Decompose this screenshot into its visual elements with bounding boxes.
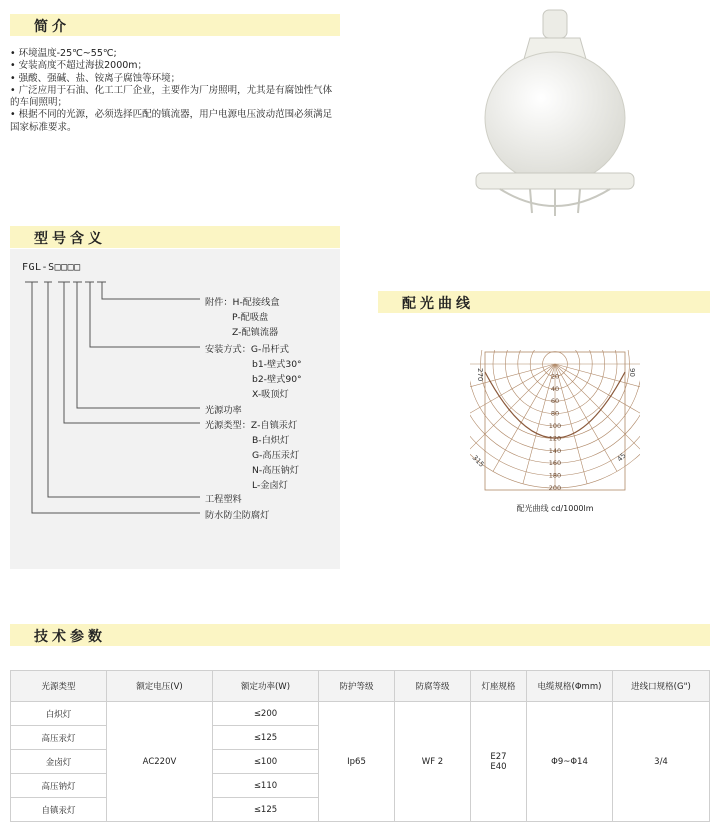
legend-source: 光源类型：Z-自镇汞灯: [205, 420, 298, 431]
col-header: 额定电压(V): [107, 671, 213, 702]
light-type-cell: 高压汞灯: [11, 726, 107, 750]
legend-mount-b2: b2-壁式90°: [252, 374, 302, 385]
legend-accessory: 附件：H-配接线盒: [205, 297, 280, 308]
ring-label: 40: [550, 384, 560, 393]
intro-title: 简介: [34, 19, 70, 35]
light-type-cell: 白炽灯: [11, 702, 107, 726]
ring-label: 20: [550, 372, 560, 381]
legend-plastic: 工程塑料: [205, 494, 242, 505]
polar-spoke: [493, 364, 555, 471]
spec-title: 技术参数: [34, 629, 106, 645]
col-header: 灯座规格: [471, 671, 527, 702]
curve-caption: 配光曲线 cd/1000lm: [516, 504, 594, 513]
light-type-cell: 金卤灯: [11, 750, 107, 774]
power-cell: ≤125: [213, 726, 319, 750]
socket-e40: E40: [490, 761, 507, 772]
inlet-cell: 3/4: [613, 702, 710, 822]
polar-spoke: [555, 364, 617, 471]
angle-label-45: 45: [615, 451, 628, 464]
ring-label: 140: [548, 446, 562, 455]
col-header: 防腐等级: [395, 671, 471, 702]
voltage-cell: AC220V: [107, 702, 213, 822]
col-header: 进线口规格(G"): [613, 671, 710, 702]
legend-mount-x: X-吸顶灯: [252, 389, 289, 400]
legend-source-n: N-高压钠灯: [252, 465, 299, 476]
power-cell: ≤125: [213, 798, 319, 822]
light-type-cell: 高压钠灯: [11, 774, 107, 798]
socket-cell: [471, 702, 527, 822]
ring-label: 180: [548, 471, 562, 480]
anticorrosion-cell: WF 2: [395, 702, 471, 822]
intro-item: • 强酸、强碱、盐、铵离子腐蚀等环境；: [10, 72, 181, 84]
legend-mount: 安装方式：G-吊杆式: [205, 344, 289, 355]
power-cell: ≤200: [213, 702, 319, 726]
angle-label-315: 315: [470, 453, 486, 469]
legend-accessory-z: Z-配镇流器: [232, 327, 279, 338]
col-header: 额定功率(W): [213, 671, 319, 702]
ring-label: 120: [548, 434, 562, 443]
legend-power: 光源功率: [205, 405, 242, 416]
legend-lamp-type: 防水防尘防腐灯: [205, 510, 270, 521]
light-type-cell: 自镇汞灯: [11, 798, 107, 822]
spec-table: [10, 670, 710, 822]
intro-item: • 环境温度-25℃~55℃;: [10, 48, 117, 59]
polar-spoke: [555, 364, 640, 452]
col-header: 防护等级: [319, 671, 395, 702]
model-diagram-lines: [0, 0, 340, 580]
col-header: 光源类型: [11, 671, 107, 702]
model-title: 型号含义: [34, 231, 106, 247]
angle-label-90: 90: [628, 368, 636, 377]
legend-source-b: B-白炽灯: [252, 435, 290, 446]
power-cell: ≤100: [213, 750, 319, 774]
intro-item: • 根据不同的光源，必须选择匹配的镇流器，用户电源电压波动范围必须满足国家标准要求。: [10, 109, 333, 133]
table-header-row: [11, 671, 710, 702]
col-header: 电缆规格(Φmm): [527, 671, 613, 702]
intro-item: • 广泛应用于石油、化工工厂企业，主要作为厂房照明，尤其是有腐蚀性气体的车间照明；: [10, 84, 333, 109]
ring-label: 60: [550, 397, 560, 406]
ring-label: 80: [550, 409, 560, 418]
polar-spoke: [555, 364, 640, 396]
model-code: FGL-S□□□□: [22, 262, 81, 273]
ring-label: 160: [548, 459, 562, 468]
light-distribution-diagram: [470, 350, 640, 500]
legend-accessory-p: P-配吸盘: [232, 312, 269, 323]
intro-item: • 安装高度不超过海拔2000m；: [10, 60, 148, 72]
angle-label-270: 270: [476, 368, 484, 382]
spec-title-bar: [10, 624, 710, 646]
power-cell: ≤110: [213, 774, 319, 798]
legend-source-l: L-金卤灯: [252, 480, 288, 491]
table-row: [11, 702, 710, 726]
polar-spoke: [555, 364, 640, 426]
legend-source-g: G-高压汞灯: [252, 450, 300, 461]
ring-label: 100: [548, 422, 562, 430]
socket-e27: E27: [490, 751, 507, 762]
legend-mount-b1: b1-壁式30°: [252, 359, 302, 370]
protection-cell: Ip65: [319, 702, 395, 822]
cable-cell: Φ9~Φ14: [527, 702, 613, 822]
ring-label: 200: [548, 484, 562, 492]
lamp-image: [470, 8, 640, 218]
curve-title: 配光曲线: [402, 296, 474, 312]
curve-title-bar: [378, 291, 710, 313]
